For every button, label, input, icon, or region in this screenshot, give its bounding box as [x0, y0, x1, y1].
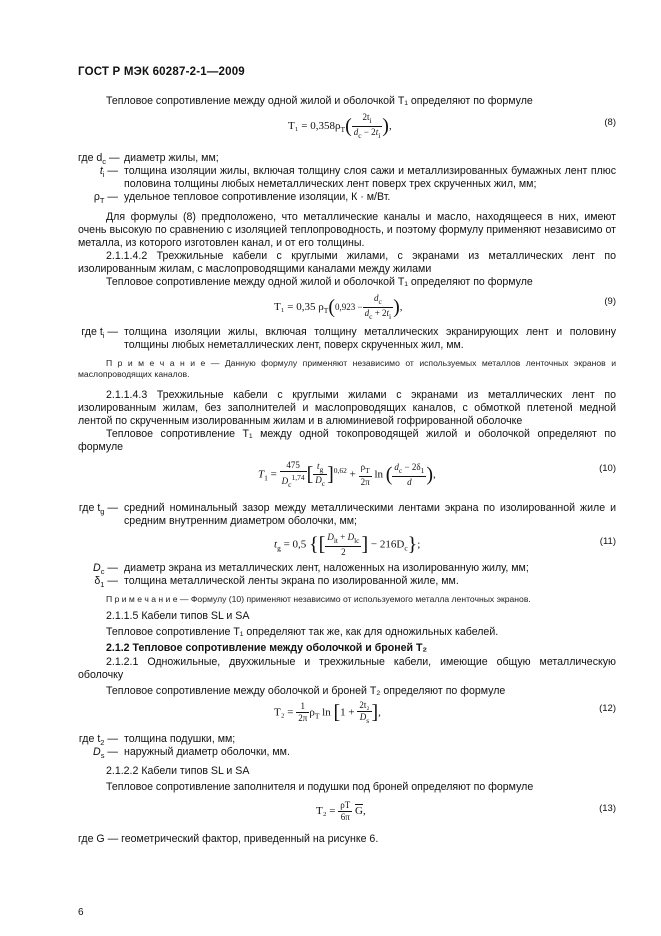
- formula-13-number: (13): [599, 803, 616, 814]
- paragraph-2-1-1-4-3: 2.1.1.4.3 Трехжильные кабели с круглыми жилами с экранами из металлических лент по изолированным жилам, без заполнителей и маслопроводящих каналов, с обмоткой плетеной медной лентой по скрученным изолированным жилам и в алюминиевой гофрированной оболочке Тепловое сопротивление T₁ между одной токопроводящей жилой и оболочкой определяют по формуле: [78, 389, 616, 453]
- paragraph-intro-8: Тепловое сопротивление между одной жилой и оболочкой T₁ определяют по формуле: [106, 95, 533, 107]
- paragraph-2-1-1-4-2: 2.1.1.4.2 Трехжильные кабели с круглыми жилами, с экранами из металлических лент по изолированным жилам, с маслопроводящими каналами между жилами Тепловое сопротивление между одной жилой и оболочкой T₁ определяют по формуле: [78, 250, 616, 288]
- formula-8: $T_1 = 0,358\rho_T$( $\frac{2t_i}{d_c - 2t_i}$ ),: [288, 112, 392, 140]
- paragraph-assume: Для формулы (8) предположено, что металлические каналы и масло, находящееся в них, имеют очень высокую по сравнению с изоляцией теплопроводность, и поэтому формулу применяют независимо от металла, из которого изготовлен канал, и от его толщины.: [78, 211, 616, 249]
- heading-2-1-2: 2.1.2 Тепловое сопротивление между оболочкой и броней T₂: [106, 642, 428, 654]
- paragraph-2-1-2-2: 2.1.2.2 Кабели типов SL и SA Тепловое сопротивление заполнителя и подушки под броней определяют по формуле: [106, 765, 534, 793]
- document-header: ГОСТ Р МЭК 60287-2-1—2009: [78, 66, 245, 78]
- note-2: П р и м е ч а н и е — Формулу (10) применяют независимо от используемого металла ленточных экранов.: [106, 594, 531, 604]
- page-number: 6: [78, 907, 84, 918]
- formula-10: $T_1$ = $\frac{475}{D_c^{1,74}}$ [ $\frac{t_g}{D_c}$ ]$^{0,62}$ + $\frac{\rho_T}{2\pi}$ ln ( $\frac{d_c - 2\delta_1}{d}$ ),: [258, 460, 436, 489]
- formula-12-number: (12): [599, 703, 616, 714]
- note-1: П р и м е ч а н и е — Данную формулу применяют независимо от используемых металлов ленточных экранов и маслопроводящих каналов.: [78, 358, 617, 379]
- formula-9: T₁ = 0,35 $\rho_T(0,923$ − $\frac{d_c}{d_c + 2t_i}$ ),: [274, 293, 403, 321]
- where-13-g: где G — геометрический фактор, приведенный на рисунке 6.: [78, 833, 379, 845]
- formula-11: $t_g = 0,5$ {[ $\frac{D_{it} + D_{lc}}{2}$ ] − $216D_c$};: [274, 532, 421, 557]
- formula-13: T₂ = $\frac{\rho T}{6\pi}$ $\overline{G}$,: [316, 800, 366, 822]
- document-page: ГОСТ Р МЭК 60287-2-1—2009 Тепловое сопротивление между одной жилой и оболочкой T₁ определяют по формуле $T_1 = 0,358\rho_T$( $\frac{2t_i}{d_c - 2t_i}$ ), (8) где $d_c$ — диаметр жилы, мм; $t_i$ — толщина изоляции жилы, включая толщину слоя сажи и металлизированных бумажных лент плюс половина толщины любых неметаллических лент поверх трех скрученных жил, мм; $\rho_T$ — удельное тепловое сопротивление изоляции, К · м/Вт. Для формулы (8) предположено, что металлические каналы и масло, находящееся в них, имеют очень высокую по сравнению с изоляцией теплопроводность, и поэтому формулу применяют независимо от металла, из которого изготовлен канал, и от его толщины. 2.1.1.4.2 Трехжильные кабели с круглыми жилами, с экранами из металлических лент по изолированным жилам, с маслопроводящими каналами между жилами Тепловое сопротивление между одной жилой и оболочкой T₁ определяют по формуле T₁ = 0,35 $\rho_T(0,923$ − $\frac{d_c}{d_c + 2t_i}$ ), (9) где $t_i$ — толщина изоляции жилы, включая толщину металлических экранирующих лент и половину толщины любых неметаллических лент, поверх скрученных жил, мм. П р и м е ч а н и е — Данную формулу применяют независимо от используемых металлов ленточных экранов и маслопроводящих каналов. 2.1.1.4.3 Трехжильные кабели с круглыми жилами с экранами из металлических лент по изолированным жилам, без заполнителей и маслопроводящих каналов, с обмоткой плетеной медной лентой по скрученным изолированным жилам и в алюминиевой гофрированной оболочке Тепловое сопротивление T₁ между одной токопроводящей жилой и оболочкой определяют по формуле $T_1$ = $\frac{475}{D_c^{1,74}}$ [ $\frac{t_g}{D_c}$ ]$^{0,62}$ + $\frac{\rho_T}{2\pi}$ ln ( $\frac{d_c - 2\delta_1}{d}$ ), (10) где $t_g$ — средний номинальный зазор между металлическими лентами экрана по изолированной жиле и средним внутренним диаметром оболочки, мм; $t_g = 0,5$ {[ $\frac{D_{it} + D_{lc}}{2}$ ] − $216D_c$}; (11) $D_c$ — диаметр экрана из металлических лент, наложенных на изолированную жилу, мм; $\delta_1$ — толщина металлической ленты экрана по изолированной жиле, мм. П р и м е ч а н и е — Формулу (10) применяют независимо от используемого металла ленточных экранов. 2.1.1.5 Кабели типов SL и SA Тепловое сопротивление T₁ определяют так же, как для одножильных кабелей. 2.1.2 Тепловое сопротивление между оболочкой и броней T₂ 2.1.2.1 Одножильные, двухжильные и трехжильные кабели, имеющие общую металлическую оболочку Тепловое сопротивление между оболочкой и броней T₂ определяют по формуле T₂ = $\frac{1}{2\pi}$ $\rho_T$ ln [1 + $\frac{\text{2t₂}}{D_s}$ ], (12) где $t_2$ — толщина подушки, мм; $D_s$ — наружный диаметр оболочки, мм. 2.1.2.2 Кабели типов SL и SA Тепловое сопротивление заполнителя и подушки под броней определяют по формуле T₂ = $\frac{\rho T}{6\pi}$ $\overline{G}$, (13) где G — геометрический фактор, приведенный на рисунке 6. 6: [78, 66, 617, 918]
- paragraph-2-1-1-5: 2.1.1.5 Кабели типов SL и SA Тепловое сопротивление T₁ определяют так же, как для одножильных кабелей.: [106, 610, 499, 638]
- where-9-ti: где $t_i$ — толщина изоляции жилы, включая толщину металлических экранирующих лент и половину толщины любых неметаллических лент, поверх скрученных жил, мм.: [81, 326, 616, 351]
- where-10-tg: где $t_g$ — средний номинальный зазор между металлическими лентами экрана по изолированной жиле и средним внутренним диаметром оболочки, мм;: [78, 502, 616, 527]
- paragraph-2-1-2-1: 2.1.2.1 Одножильные, двухжильные и трехжильные кабели, имеющие общую металлическую оболочку Тепловое сопротивление между оболочкой и броней T₂ определяют по формуле: [78, 656, 616, 697]
- formula-10-number: (10): [599, 463, 616, 474]
- formula-11-number: (11): [599, 536, 616, 547]
- formula-12: T₂ = $\frac{1}{2\pi}$ $\rho_T$ ln [1 + $\frac{\text{2t₂}}{D_s}$ ],: [274, 700, 381, 725]
- formula-8-number: (8): [604, 117, 616, 128]
- where-8-ti: $t_i$ — толщина изоляции жилы, включая толщину слоя сажи и металлизированных бумажных лент плюс половина толщины любых неметаллических лент поверх трех скрученных жил, мм;: [99, 165, 616, 190]
- formula-9-number: (9): [604, 296, 616, 307]
